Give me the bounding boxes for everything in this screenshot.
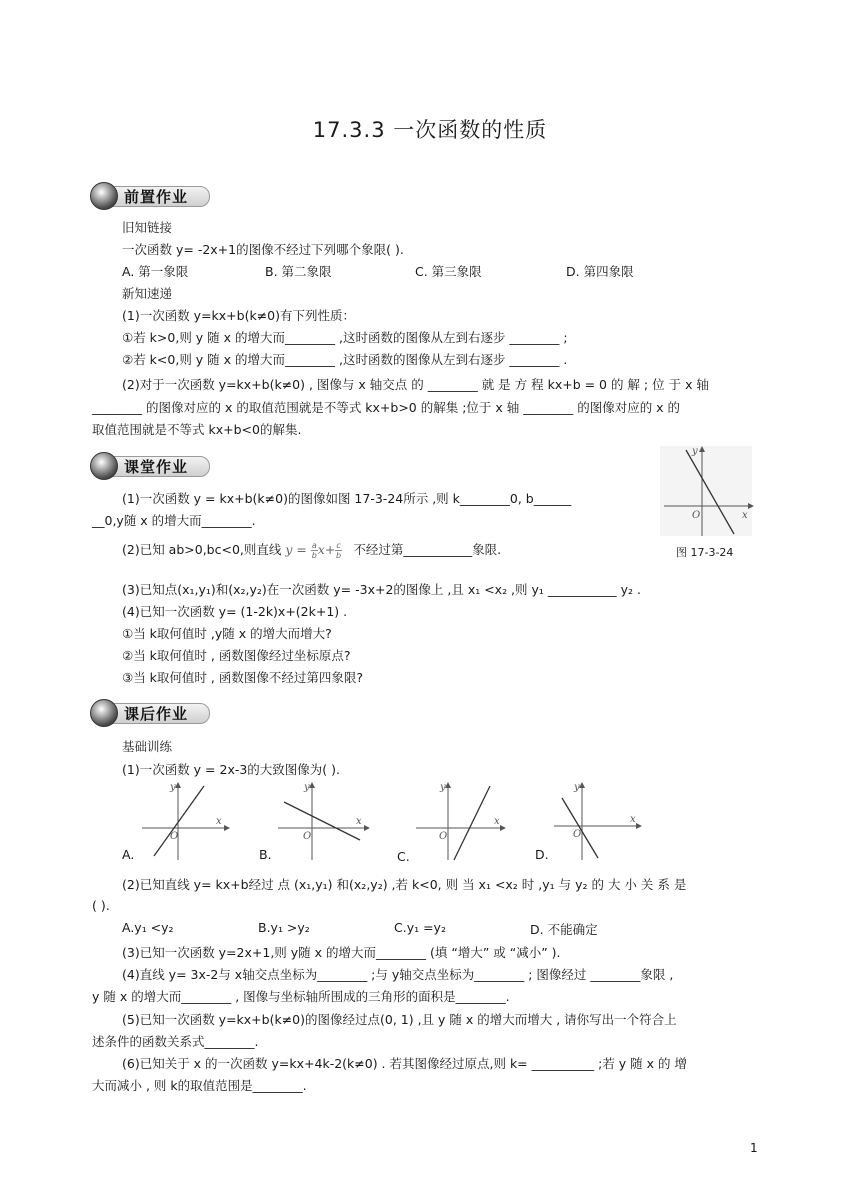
pre-property-2a: (2)对于一次函数 y=kx+b(k≠0) , 图像与 x 轴交点 的 ________ 就 是 方 程 kx+b = 0 的 解 ; 位 于 x 轴 bbox=[122, 377, 709, 392]
pre-question-1: 一次函数 y= -2x+1的图像不经过下列哪个象限( ). bbox=[122, 242, 404, 257]
section-title-class: 课堂作业 bbox=[124, 458, 189, 476]
origin-label: O bbox=[573, 829, 582, 840]
hw-question-2b: ( ). bbox=[92, 898, 110, 913]
figure-17-3-24 bbox=[656, 440, 756, 540]
section-title-post: 课后作业 bbox=[124, 705, 189, 723]
graph-label-d: D. bbox=[535, 847, 549, 862]
axis-label-y: y bbox=[440, 782, 446, 793]
hw-question-4a: (4)直线 y= 3x-2与 x轴交点坐标为________ ;与 y轴交点坐标为________ ; 图像经过 ________象限 , bbox=[122, 967, 674, 982]
axis-label-y: y bbox=[304, 782, 310, 793]
class-question-1a: (1)一次函数 y = kx+b(k≠0)的图像如图 17-3-24所示 ,则 k________0, b______ bbox=[122, 491, 572, 506]
hw-option-d: D. 不能确定 bbox=[530, 922, 598, 937]
origin-label: O bbox=[439, 831, 448, 842]
hw-question-3: (3)已知一次函数 y=2x+1,则 y随 x 的增大而________ (填 “增大” 或 “减小” ). bbox=[122, 945, 561, 960]
section-badge-post bbox=[90, 699, 210, 725]
graph-label-a: A. bbox=[122, 847, 135, 862]
class-question-2-post: 不经过第___________象限. bbox=[353, 542, 502, 557]
class-question-4: (4)已知一次函数 y= (1-2k)x+(2k+1) . bbox=[122, 604, 348, 619]
hw-option-a: A.y₁ <y₂ bbox=[122, 920, 174, 935]
page-number: 1 bbox=[750, 1141, 758, 1155]
graph-label-c: C. bbox=[397, 849, 410, 864]
page-title: 17.3.3 一次函数的性质 bbox=[312, 118, 548, 142]
hw-question-1: (1)一次函数 y = 2x-3的大致图像为( ). bbox=[122, 762, 341, 777]
pre-option-a: A. 第一象限 bbox=[122, 264, 189, 279]
hw-question-6a: (6)已知关于 x 的一次函数 y=kx+4k-2(k≠0) . 若其图像经过原点,则 k= __________ ;若 y 随 x 的 增 bbox=[122, 1056, 687, 1071]
origin-label: O bbox=[170, 831, 179, 842]
class-question-2-pre: (2)已知 ab>0,bc<0,则直线 bbox=[122, 542, 282, 557]
pre-option-c: C. 第三象限 bbox=[415, 264, 482, 279]
class-question-2 bbox=[122, 540, 501, 560]
axis-label-x: x bbox=[356, 816, 362, 827]
graph-label-b: B. bbox=[259, 847, 272, 862]
section-badge-class bbox=[90, 452, 210, 478]
axis-label-y: y bbox=[574, 782, 580, 793]
hw-question-5a: (5)已知一次函数 y=kx+b(k≠0)的图像经过点(0, 1) ,且 y 随 x 的增大而增大 , 请你写出一个符合上 bbox=[122, 1012, 677, 1027]
class-question-3: (3)已知点(x₁,y₁)和(x₂,y₂)在一次函数 y= -3x+2的图像上 ,且 x₁ <x₂ ,则 y₁ ___________ y₂ . bbox=[122, 582, 641, 597]
class-question-1b: __0,y随 x 的增大而________. bbox=[92, 513, 256, 528]
hw-question-6b: 大而减小 , 则 k的取值范围是________. bbox=[92, 1078, 307, 1093]
play-icon bbox=[90, 452, 118, 480]
graph-option-b bbox=[276, 780, 371, 862]
class-question-4b: ②当 k取何值时 , 函数图像经过坐标原点? bbox=[122, 648, 351, 663]
line-formula: y = $\frac{a}{b}$ x+ $\frac{c}{b}$ bbox=[285, 541, 342, 560]
axis-label-x: x bbox=[742, 510, 748, 521]
origin-label: O bbox=[692, 510, 701, 521]
axis-label-x: x bbox=[494, 816, 500, 827]
class-question-4a: ①当 k取何值时 ,y随 x 的增大而增大? bbox=[122, 626, 332, 641]
axis-label-x: x bbox=[216, 816, 222, 827]
sub-heading-new: 新知速递 bbox=[122, 286, 173, 301]
graph-option-c bbox=[414, 780, 506, 862]
hw-option-c: C.y₁ =y₂ bbox=[394, 920, 446, 935]
graph-option-d bbox=[552, 780, 642, 862]
origin-label: O bbox=[303, 831, 312, 842]
figure-caption: 图 17-3-24 bbox=[676, 546, 734, 559]
pre-property-2b: ________ 的图像对应的 x 的取值范围就是不等式 kx+b>0 的解集 ;位于 x 轴 ________ 的图像对应的 x 的 bbox=[92, 400, 681, 415]
pre-option-d: D. 第四象限 bbox=[566, 264, 634, 279]
section-badge-pre bbox=[90, 182, 210, 208]
hw-option-b: B.y₁ >y₂ bbox=[258, 920, 310, 935]
hw-question-4b: y 随 x 的增大而________ , 图像与坐标轴所围成的三角形的面积是________. bbox=[92, 989, 510, 1004]
hw-question-5b: 述条件的函数关系式________. bbox=[92, 1034, 259, 1049]
axis-label-y: y bbox=[170, 782, 176, 793]
pre-option-b: B. 第二象限 bbox=[265, 264, 332, 279]
graph-option-a bbox=[140, 780, 230, 862]
pre-property-1: (1)一次函数 y=kx+b(k≠0)有下列性质： bbox=[122, 308, 356, 323]
runner-icon bbox=[90, 699, 118, 727]
class-question-4c: ③当 k取何值时 , 函数图像不经过第四象限? bbox=[122, 670, 363, 685]
pen-icon bbox=[90, 182, 118, 210]
axis-label-x: x bbox=[630, 814, 636, 825]
sub-heading-review: 旧知链接 bbox=[122, 220, 173, 235]
pre-property-2c: 取值范围就是不等式 kx+b<0的解集. bbox=[92, 422, 302, 437]
pre-property-1b: ②若 k<0,则 y 随 x 的增大而________ ,这时函数的图像从左到右逐步 ________ . bbox=[122, 352, 568, 367]
axis-label-y: y bbox=[692, 446, 698, 457]
section-title-pre: 前置作业 bbox=[124, 188, 189, 206]
sub-heading-basic: 基础训练 bbox=[122, 739, 173, 754]
pre-property-1a: ①若 k>0,则 y 随 x 的增大而________ ,这时函数的图像从左到右逐步 ________ ; bbox=[122, 330, 568, 345]
hw-question-2a: (2)已知直线 y= kx+b经过 点 (x₁,y₁) 和(x₂,y₂) ,若 k<0, 则 当 x₁ <x₂ 时 ,y₁ 与 y₂ 的 大 小 关 系 是 bbox=[122, 877, 687, 892]
